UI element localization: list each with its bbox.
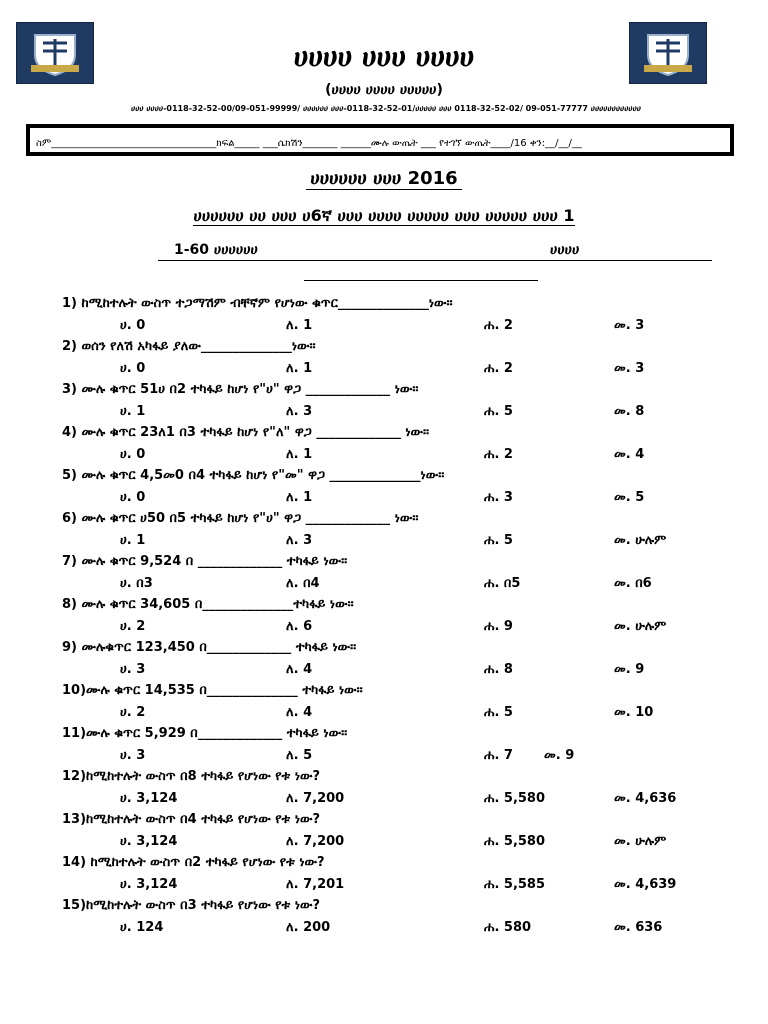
school-name: ሀሀሀሀ ሀሀሀ ሀሀሀሀ: [293, 40, 475, 73]
option-c: ሐ. 5,580: [484, 834, 546, 849]
option-a: ሀ. 3: [120, 662, 146, 677]
option-d: መ. ሁሉም: [614, 834, 667, 849]
question-item: [62, 336, 702, 379]
option-a: ሀ. 3,124: [120, 791, 178, 806]
option-d: መ. 10: [614, 705, 654, 720]
question-text: 11)ሙሉ ቁጥር 5,929 በ_____________ ተካፋይ ነው።: [62, 726, 348, 741]
question-text: 10)ሙሉ ቁጥር 14,535 በ______________ ተካፋይ ነው።: [62, 683, 363, 698]
option-a: ሀ. 3,124: [120, 877, 178, 892]
question-options: [62, 358, 702, 379]
question-text: 9) ሙሉቁጥር 123,450 በ_____________ ተካፋይ ነው።: [62, 640, 357, 655]
option-d: መ. 5: [614, 490, 645, 505]
student-info-box: [26, 124, 734, 156]
question-options: [62, 874, 702, 895]
question-text: 13)ከሚከተሉት ውስጥ በ4 ተካፋይ የሆነው የቱ ነው?: [62, 812, 321, 827]
question-options: [62, 917, 702, 938]
question-options: [62, 315, 702, 336]
option-d: መ. በ6: [614, 576, 652, 591]
option-b: ለ. 4: [286, 662, 313, 677]
option-c: ሐ. 2: [484, 318, 513, 333]
question-options: [62, 573, 702, 594]
question-list: [62, 293, 702, 938]
option-a: ሀ. 1: [120, 404, 146, 419]
question-text: 4) ሙሉ ቁጥር 23ለ1 በ3 ተካፋይ ከሆነ የ"ለ" ዋጋ _____________ ነው።: [62, 425, 430, 440]
option-a: ሀ. በ3: [120, 576, 153, 591]
option-a: ሀ. 2: [120, 619, 146, 634]
student-info-fields: ስም_________________________________ክፍል_____ ___ሴክሽን_______ ______ሙሉ ውጤት ___ የተገኘ ውጤት____/16 ቀን:__/__/__: [36, 138, 582, 149]
option-a: ሀ. 1: [120, 533, 146, 548]
question-text: 14) ከሚከተሉት ውስጥ በ2 ተካፋይ የሆነው የቱ ነው?: [62, 855, 325, 870]
question-item: [62, 637, 702, 680]
option-b: ለ. 1: [286, 447, 313, 462]
option-a: ሀ. 0: [120, 447, 146, 462]
question-text: 12)ከሚከተሉት ውስጥ በ8 ተካፋይ የሆነው የቱ ነው?: [62, 769, 321, 784]
option-b: ለ. 7,200: [286, 834, 345, 849]
option-d: መ. 636: [614, 920, 663, 935]
option-b: ለ. 5: [286, 748, 313, 763]
question-item: [62, 422, 702, 465]
question-text: 1) ከሚከተሉት ውስጥ ተጋማሽም ብቸኛም የሆነው ቁጥር______________ነው።: [62, 296, 453, 311]
option-c: ሐ. 8: [484, 662, 513, 677]
option-b: ለ. 7,200: [286, 791, 345, 806]
question-options: [62, 659, 702, 680]
option-b: ለ. 1: [286, 490, 313, 505]
question-options: [62, 530, 702, 551]
option-b: ለ. 3: [286, 404, 313, 419]
exam-title: ሀሀሀሀሀሀ ሀሀሀ 2016: [0, 168, 768, 189]
option-d: መ. 3: [614, 361, 645, 376]
option-c: ሐ. 5,580: [484, 791, 546, 806]
question-options: [62, 616, 702, 637]
question-item: [62, 680, 702, 723]
question-text: 5) ሙሉ ቁጥር 4,5መ0 በ4 ተካፋይ ከሆነ የ"መ" ዋጋ ______________ነው።: [62, 468, 445, 483]
question-item: [62, 895, 702, 938]
question-item: [62, 551, 702, 594]
option-c: ሐ. 5: [484, 705, 513, 720]
option-c: ሐ. 5,585: [484, 877, 546, 892]
option-b: ለ. 4: [286, 705, 313, 720]
option-d: መ. 4,636: [614, 791, 677, 806]
question-options: [62, 444, 702, 465]
option-b: ለ. 1: [286, 318, 313, 333]
option-c: ሐ. 580: [484, 920, 532, 935]
question-text: 3) ሙሉ ቁጥር 51ሀ በ2 ተካፋይ ከሆነ የ"ሀ" ዋጋ _____________ ነው።: [62, 382, 419, 397]
option-c: ሐ. በ5: [484, 576, 521, 591]
question-item: [62, 723, 702, 766]
option-c: ሐ. 2: [484, 361, 513, 376]
question-item: [62, 809, 702, 852]
option-b: ለ. በ4: [286, 576, 320, 591]
question-text: 2) ወሰን የለሽ አካፋይ ያለው______________ነው።: [62, 339, 316, 354]
option-d: መ. ሁሉም: [614, 533, 667, 548]
contact-line: ሀሀሀ ሀሀሀሀ-0118-32-52-00/09-051-99999/ ሀሀሀሀሀሀ ሀሀሀ-0118-32-52-01/ሀሀሀሀሀ ሀሀሀ 0118-32-52-02/ 09-051-77777 ሀሀሀሀሀሀሀሀሀሀሀሀ: [131, 104, 641, 113]
option-a: ሀ. 2: [120, 705, 146, 720]
option-c: ሐ. 3: [484, 490, 513, 505]
option-a: ሀ. 124: [120, 920, 164, 935]
question-options: [62, 401, 702, 422]
option-d: መ. 9: [614, 662, 645, 677]
option-a: ሀ. 3: [120, 748, 146, 763]
option-d: መ. 8: [614, 404, 645, 419]
option-c: ሐ. 5: [484, 404, 513, 419]
option-c: ሐ. 7: [484, 748, 513, 763]
option-b: ለ. 1: [286, 361, 313, 376]
question-item: [62, 293, 702, 336]
question-item: [62, 465, 702, 508]
question-item: [62, 594, 702, 637]
option-b: ለ. 3: [286, 533, 313, 548]
question-options: [62, 788, 702, 809]
option-b: ለ. 7,201: [286, 877, 345, 892]
question-text: 6) ሙሉ ቁጥር ሀ50 በ5 ተካፋይ ከሆነ የ"ሀ" ዋጋ _____________ ነው።: [62, 511, 419, 526]
question-options: [62, 831, 702, 852]
option-c: ሐ. 9: [484, 619, 513, 634]
question-options: [62, 487, 702, 508]
option-b: ለ. 200: [286, 920, 331, 935]
part-heading: [158, 242, 712, 261]
option-a: ሀ. 0: [120, 361, 146, 376]
divider: [304, 280, 538, 281]
option-d: መ. 3: [614, 318, 645, 333]
question-text: 7) ሙሉ ቁጥር 9,524 በ _____________ ተካፋይ ነው።: [62, 554, 348, 569]
option-a: ሀ. 0: [120, 490, 146, 505]
option-b: ለ. 6: [286, 619, 313, 634]
question-item: [62, 379, 702, 422]
question-text: 15)ከሚከተሉት ውስጥ በ3 ተካፋይ የሆነው የቱ ነው?: [62, 898, 321, 913]
option-a: ሀ. 3,124: [120, 834, 178, 849]
part-label-right: ሀሀሀሀ: [550, 242, 580, 258]
option-c: ሐ. 5: [484, 533, 513, 548]
option-c: ሐ. 2: [484, 447, 513, 462]
part-label: 1-60 ሀሀሀሀሀሀ: [174, 242, 258, 258]
question-options: [62, 745, 702, 766]
option-d: መ. 4: [614, 447, 645, 462]
option-a: ሀ. 0: [120, 318, 146, 333]
option-d: መ. 9: [544, 748, 575, 763]
question-text: 8) ሙሉ ቁጥር 34,605 በ______________ተካፋይ ነው።: [62, 597, 354, 612]
question-item: [62, 508, 702, 551]
question-item: [62, 852, 702, 895]
exam-subtitle: ሀሀሀሀሀሀ ሀሀ ሀሀሀ ሀ6ኛ ሀሀሀ ሀሀሀሀ ሀሀሀሀሀ ሀሀሀ ሀሀሀሀሀ ሀሀሀ 1: [193, 206, 575, 225]
option-d: መ. 4,639: [614, 877, 677, 892]
option-d: መ. ሁሉም: [614, 619, 667, 634]
question-item: [62, 766, 702, 809]
question-options: [62, 702, 702, 723]
school-subtitle: (ሀሀሀሀ ሀሀሀሀ ሀሀሀሀሀ): [325, 82, 443, 98]
